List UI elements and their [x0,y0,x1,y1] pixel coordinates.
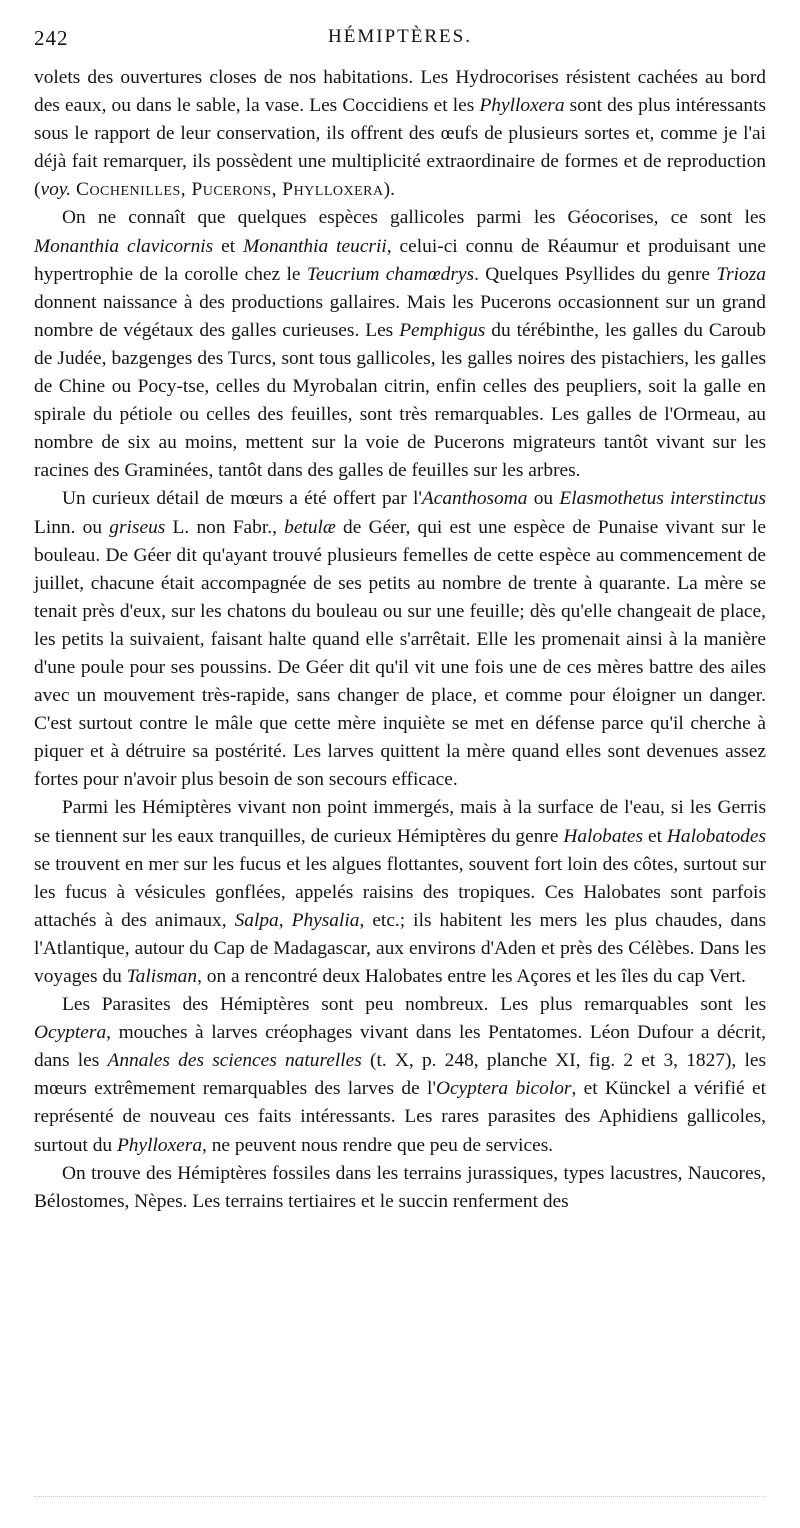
italic-text: Elasmothetus interstinctus [559,488,766,510]
text-run: du térébinthe, les galles du Caroub de Judée, bazgenges des Turcs, sont tous gallicoles, les galles noires des pistachiers, les galles de Chine ou Pocy-tse, celles du Myrobalan citrin, enfin celles des peupliers, soit la galle en spirale du pétiole ou celles des feuilles, sont très remarquables. Les galles de l'Ormeau, au nombre de six au moins, mettent sur la voie de Pucerons migrateurs tantôt vivant sur les racines des Graminées, tantôt dans des galles de feuilles sur les arbres. [34,319,767,482]
running-head [34,26,766,56]
text-run: , et Künckel a vérifié et représenté de nouveau ces faits intéressants. Les rares parasites des Aphidiens gallicoles, surtout du [34,1078,767,1156]
italic-text: Pemphigus [399,319,486,341]
paragraph [34,64,766,204]
text-run: Les Parasites des Hémiptères sont peu nombreux. Les plus remarquables sont les [62,994,766,1016]
italic-text: betulæ [284,516,336,538]
text-run: , etc.; ils habitent les mers les plus chaudes, dans l'Atlantique, autour du Cap de Madagascar, aux environs d'Aden et près des Célèbes. Dans les voyages du [34,909,766,987]
italic-text: Halobates [563,825,644,847]
italic-text: Ocyptera bicolor [435,1078,572,1100]
italic-text: Annales des sciences naturelles [107,1050,362,1072]
italic-text: Ocyptera [34,1022,107,1044]
paragraph [34,204,766,485]
text-run: Un curieux détail de mœurs a été offert par l' [62,488,422,510]
text-run: donnent naissance à des productions gallaires. Mais les Pucerons occasionnent sur un grand nombre de végétaux des galles curieuses. Les [34,291,766,341]
paragraph [34,1160,766,1216]
italic-text: Talisman [126,966,198,987]
text-run: On ne connaît que quelques espèces gallicoles parmi les Géocorises, ce sont les [62,207,766,229]
italic-text: Salpa, Physalia [234,909,360,931]
text-run: ). [383,179,395,201]
italic-text: Acanthosoma [421,488,528,510]
text-run: On trouve des Hémiptères fossiles dans les terrains jurassiques, types lacustres, Naucores, Bélostomes, Nèpes. Les terrains tertiaires et le succin renferment des [34,1162,766,1212]
italic-text: Teucrium chamœdrys [306,263,475,285]
italic-text: Monanthia teucrii [243,235,387,257]
text-run: Parmi les Hémiptères vivant non point immergés, mais à la surface de l'eau, si les Gerris se tiennent sur les eaux tranquilles, de curieux Hémiptères du genre [34,797,766,847]
text-run: , on a rencontré deux Halobates entre les Açores et les îles du cap Vert. [197,966,746,987]
text-run: se trouvent en mer sur les fucus et les algues flottantes, souvent fort loin des côtes, surtout sur les fucus à vésicules gonflées, appelés raisins des tropiques. Ces Halobates sont parfois attachés à des animaux, [34,853,766,931]
text-run: de Géer, qui est une espèce de Punaise vivant sur le bouleau. De Géer dit qu'ayant trouvé plusieurs femelles de cette espèce au commencement de juillet, chacune était accompagnée de ses petits au nombre de trente à quarante. La mère se tenait près d'eux, sur les chatons du bouleau ou sur une feuille; dès qu'elle changeait de place, les petits la suivaient, faisant halte quand elle s'arrêtait. Elle les promenait ainsi à la manière d'une poule pour ses poussins. De Géer dit qu'il vit une fois une de ces mères battre des ailes avec un mouvement très-rapide, sans changer de place, et comme pour éloigner un danger. C'est surtout contre le mâle que cette mère inquiète se met en défense parce qu'il cherche à piquer et à détruire sa postérité. Les larves quittent la mère quand elles sont devenues assez fortes pour n'avoir plus besoin de son secours efficace. [34,516,766,791]
italic-text: Halobatodes [666,825,766,847]
book-page [34,26,766,1216]
text-run: , mouches à larves créophages vivant dans les Pentatomes. Léon Dufour a décrit, dans les [34,1022,766,1072]
paragraph [34,991,766,1160]
italic-text: Phylloxera [479,95,565,117]
small-caps-text: Cochenilles, Pucerons, Phylloxera [76,179,384,201]
text-run: (t. X, p. 248, planche XI, fig. 2 et 3, 1827), les mœurs extrêmement remarquables des larves de l' [34,1050,767,1100]
text-run: , ne peuvent nous rendre que peu de services. [202,1134,554,1156]
text-run: L. non Fabr., [165,516,285,538]
paragraph [34,485,766,794]
running-title: HÉMIPTÈRES. [328,26,472,47]
text-run: et [213,235,244,257]
text-run: et [643,825,667,847]
italic-text: Trioza [716,263,766,285]
italic-text: voy. [40,179,72,201]
page-number: 242 [34,26,69,50]
page-bottom-artifact [34,1496,766,1503]
paragraph [34,794,766,991]
text-run: sont des plus intéressants sous le rapport de leur conservation, ils offrent des œufs de plusieurs sortes et, comme je l'ai déjà fait remarquer, ils possèdent une multiplicité extraordinaire de formes et de reproduction ( [34,95,767,201]
text-run: ou [527,488,560,510]
body-text [34,64,766,1216]
text-run: Linn. ou [34,516,110,538]
text-run: , celui-ci connu de Réaumur et produisant une hypertrophie de la corolle chez le [34,235,766,285]
italic-text: griseus [109,516,166,538]
text-run: volets des ouvertures closes de nos habitations. Les Hydrocorises résistent cachées au bord des eaux, ou dans le sable, la vase. Les Coccidiens et les [34,67,766,117]
text-run: . Quelques Psyllides du genre [474,263,717,285]
italic-text: Monanthia clavicornis [34,235,214,257]
italic-text: Phylloxera [116,1134,203,1156]
